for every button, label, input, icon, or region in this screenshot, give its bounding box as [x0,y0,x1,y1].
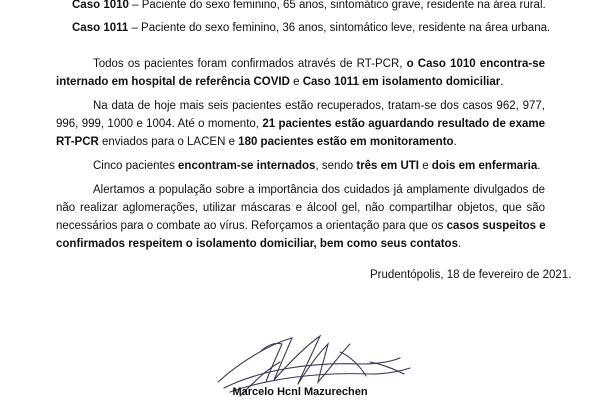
case-1010-line [72,0,546,12]
case-1011-line [72,21,550,35]
case-1010-text: – Paciente do sexo feminino, 65 anos, sintomático grave, residente na área rural. [128,0,546,11]
para1-line2: internado em hospital de referência COVID e Caso 1011 em isolamento domiciliar. [56,76,504,88]
para2-line1: Na data de hoje mais seis pacientes estão recuperados, tratam-se dos casos 962, 977, [93,100,545,112]
para4-line2: não realizar aglomerações, utilizar máscaras e álcool gel, não compartilhar objetos, que são [56,202,545,214]
case-1010-id: Caso 1010 [72,0,129,11]
para4-line4: confirmados respeitem o isolamento domiciliar, bem como seus contatos. [56,238,462,250]
para3-line: Cinco pacientes encontram-se internados, sendo três em UTI e dois em enfermaria. [93,160,541,172]
date-line: Prudentópolis, 18 de fevereiro de 2021. [370,269,572,281]
signature-name: Marcelo Hcnl Mazurechen [232,386,368,398]
para4-line1: Alertamos a população sobre a importância dos cuidados já amplamente divulgados de [93,184,545,196]
case-1011-text: – Paciente do sexo feminino, 36 anos, sintomático leve, residente na área urbana. [128,22,551,34]
para1-line1: Todos os pacientes foram confirmados através de RT-PCR, o Caso 1010 encontra-se [93,58,545,70]
para2-line2: 996, 999, 1000 e 1004. Até o momento, 21 pacientes estão aguardando resultado de exame [56,118,545,130]
para2-line3: RT-PCR enviados para o LACEN e 180 pacientes estão em monitoramento. [56,136,457,148]
case-1011-id: Caso 1011 [72,22,129,34]
para4-line3: necessários para o combate ao vírus. Reforçamos a orientação para que os casos suspeitos e [56,220,546,232]
